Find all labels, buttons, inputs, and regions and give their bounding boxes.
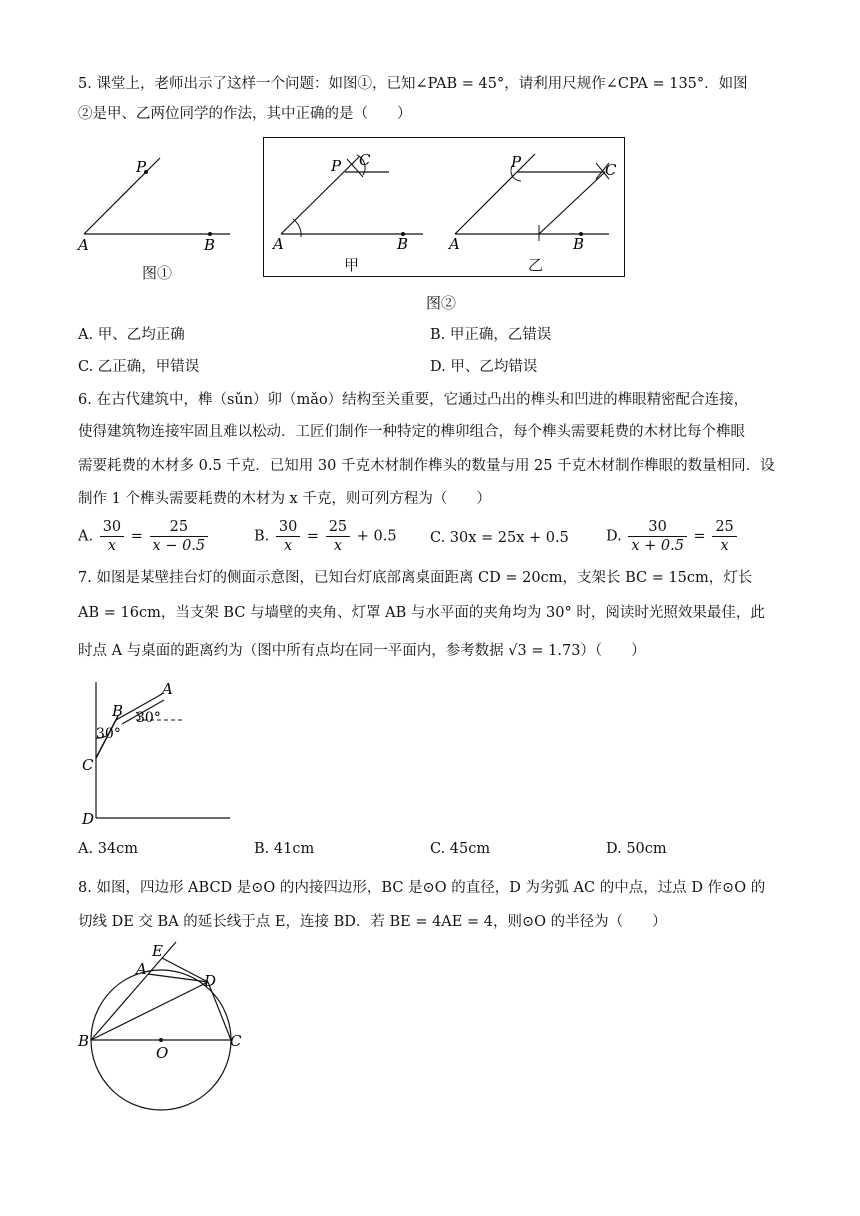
q6-option-a: A. $\frac{30}{x}$ = $\frac{25}{x - 0.5}$ bbox=[78, 518, 210, 555]
q7-text-line1: 7. 如图是某壁挂台灯的侧面示意图，已知台灯底部离桌面距离 CD = 20cm，支架长 BC = 15cm，灯长 bbox=[78, 570, 753, 586]
q8-text-line1: 8. 如图，四边形 ABCD 是⊙O 的内接四边形，BC 是⊙O 的直径，D 为劣弧 AC 的中点，过点 D 作⊙O 的 bbox=[78, 880, 766, 896]
q6-a-den2: x − 0.5 bbox=[152, 538, 206, 554]
q7-label-a: A bbox=[162, 680, 173, 698]
q8-text-line2: 切线 DE 交 BA 的延长线于点 E，连接 BD．若 BE = 4AE = 4，则⊙O 的半径为（ ） bbox=[78, 914, 667, 930]
q6-a-den1: x bbox=[107, 538, 117, 554]
q7-option-b: B. 41cm bbox=[254, 841, 315, 857]
q5-jia-caption: 甲 bbox=[344, 256, 360, 274]
q6-b-tail: + 0.5 bbox=[356, 528, 397, 545]
q5-jia-label-a: A bbox=[273, 235, 284, 253]
q6-b-den1: x bbox=[284, 538, 293, 554]
q8-label-b: B bbox=[78, 1032, 90, 1050]
q5-yi-label-a: A bbox=[449, 235, 460, 253]
q5-yi-caption: 乙 bbox=[528, 256, 544, 274]
q7-label-d: D bbox=[82, 810, 95, 828]
q5-text-line2: ②是甲、乙两位同学的作法，其中正确的是（ ） bbox=[78, 106, 412, 122]
q5-option-b: B. 甲正确，乙错误 bbox=[430, 327, 552, 343]
q5-yi-label-b: B bbox=[573, 235, 585, 253]
q8-label-e: E bbox=[152, 942, 163, 960]
q6-option-c-label: C. bbox=[430, 530, 446, 546]
q5-jia-label-c: C bbox=[359, 151, 371, 169]
q5-fig2-caption: 图② bbox=[426, 294, 457, 312]
q5-yi-label-p: P bbox=[511, 153, 522, 171]
q5-option-c: C. 乙正确，甲错误 bbox=[78, 359, 200, 375]
q5-yi-label-c: C bbox=[605, 161, 617, 179]
q7-angle-2: 30° bbox=[136, 710, 161, 726]
q7-text-line3: 时点 A 与桌面的距离约为（图中所有点均在同一平面内，参考数据 √3 = 1.73）（ ） bbox=[78, 643, 646, 659]
q6-option-c bbox=[430, 530, 569, 546]
q6-text-line3: 需要耗费的木材多 0.5 千克．已知用 30 千克木材制作榫头的数量与用 25 千克木材制作榫眼的数量相同．设 bbox=[78, 458, 775, 474]
q6-option-d: D. $\frac{30}{x + 0.5}$ = $\frac{25}{x}$ bbox=[606, 518, 739, 555]
q7-option-d: D. 50cm bbox=[606, 841, 667, 857]
q8-label-a: A bbox=[136, 960, 147, 978]
q6-option-b: B. $\frac{30}{x}$ = $\frac{25}{x}$ + 0.5 bbox=[254, 519, 397, 554]
q6-d-den1: x + 0.5 bbox=[631, 538, 684, 554]
q6-d-num2: 25 bbox=[712, 518, 736, 537]
q6-a-num2: 25 bbox=[150, 518, 209, 537]
q7-label-c: C bbox=[82, 756, 94, 774]
q5-figure-2 bbox=[263, 137, 625, 277]
q6-text-line1: 6. 在古代建筑中，榫（sǔn）卯（mǎo）结构至关重要，它通过凸出的榫头和凹进的榫眼精密配合连接， bbox=[78, 392, 749, 408]
q5-fig1-caption: 图① bbox=[142, 264, 173, 282]
q5-fig1-label-p: P bbox=[136, 158, 147, 176]
q7-text-line2: AB = 16cm，当支架 BC 与墙壁的夹角、灯罩 AB 与水平面的夹角均为 30° 时，阅读时光照效果最佳，此 bbox=[78, 605, 765, 621]
q6-option-a-label: A. bbox=[78, 528, 94, 545]
q7-option-c: C. 45cm bbox=[430, 841, 491, 857]
q5-text-line1: 5. 课堂上，老师出示了这样一个问题：如图①，已知∠PAB = 45°，请利用尺规作∠CPA = 135°．如图 bbox=[78, 76, 748, 92]
q8-label-c: C bbox=[230, 1032, 242, 1050]
q6-d-num1: 30 bbox=[628, 518, 687, 537]
q5-option-a: A. 甲、乙均正确 bbox=[78, 327, 185, 343]
q7-figure bbox=[78, 678, 258, 828]
q6-b-num1: 30 bbox=[276, 518, 300, 537]
q6-b-den2: x bbox=[333, 538, 343, 554]
q6-b-num2: 25 bbox=[326, 518, 350, 537]
q5-jia-label-b: B bbox=[397, 235, 409, 253]
q6-d-den2: x bbox=[720, 538, 729, 554]
q5-fig1-label-a: A bbox=[78, 236, 89, 254]
q7-option-a: A. 34cm bbox=[78, 841, 139, 857]
q5-figure-1 bbox=[70, 150, 250, 280]
q8-figure bbox=[76, 936, 256, 1116]
q8-label-d: D bbox=[204, 972, 217, 990]
q6-option-d-label: D. bbox=[606, 528, 622, 545]
q6-text-line4: 制作 1 个榫头需要耗费的木材为 x 千克，则可列方程为（ ） bbox=[78, 491, 491, 507]
q8-label-o: O bbox=[156, 1044, 169, 1062]
q5-fig1-label-b: B bbox=[204, 236, 216, 254]
q5-option-d: D. 甲、乙均错误 bbox=[430, 359, 538, 375]
q6-text-line2: 使得建筑物连接牢固且难以松动．工匠们制作一种特定的榫卯组合，每个榫头需要耗费的木材比每个榫眼 bbox=[78, 424, 745, 440]
q7-label-b: B bbox=[112, 702, 124, 720]
q5-jia-label-p: P bbox=[331, 157, 342, 175]
q6-a-num1: 30 bbox=[100, 518, 124, 537]
q6-option-b-label: B. bbox=[254, 528, 270, 545]
q7-angle-1: 30° bbox=[96, 726, 121, 742]
q6-option-c-text: 30x = 25x + 0.5 bbox=[449, 530, 569, 546]
